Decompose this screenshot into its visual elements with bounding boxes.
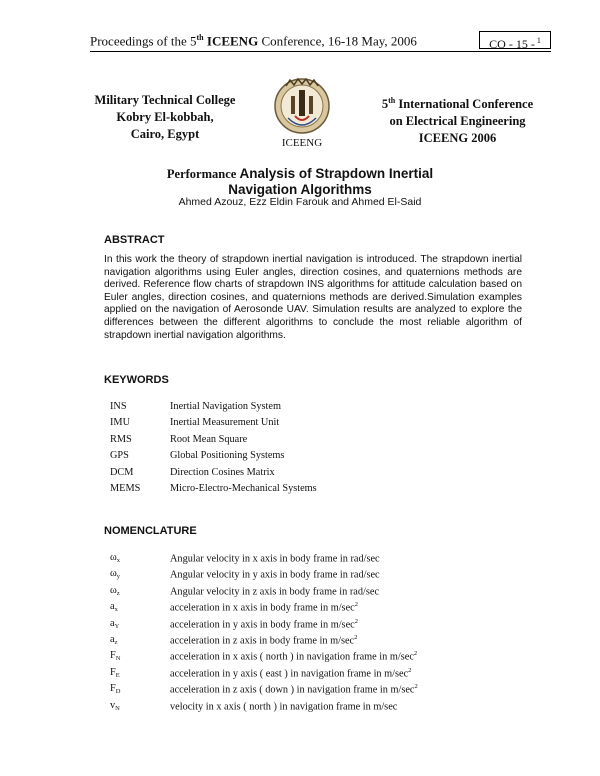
nomenclature-desc: Angular velocity in x axis in body frame in rad/sec <box>170 553 380 565</box>
institution-line: Military Technical College <box>94 93 236 107</box>
authors: Ahmed Azouz, Ezz Eldin Farouk and Ahmed El-Said <box>178 196 422 208</box>
title-serif-word: Performance <box>166 167 237 181</box>
nomenclature-symbol: FE <box>110 666 120 679</box>
nomenclature-symbol: az <box>110 633 118 646</box>
conf-number-sup: th <box>388 96 396 105</box>
keyword-abbr: DCM <box>110 466 134 478</box>
institution-line: ICEENG 2006 <box>418 131 497 146</box>
nomenclature-symbol: ωz <box>110 584 120 597</box>
proceedings-conf: ICEENG <box>206 33 259 49</box>
header-rule <box>90 51 551 52</box>
nomenclature-desc: acceleration in y axis in body frame in $m/\sec^2$ <box>170 617 358 630</box>
nomenclature-desc: acceleration in x axis in body frame in $m/\sec^2$ <box>170 601 358 614</box>
keyword-abbr: INS <box>110 401 127 412</box>
nomenclature-symbol: aY <box>110 617 120 630</box>
keyword-abbr: IMU <box>110 417 131 429</box>
keyword-meaning: Inertial Measurement Unit <box>170 417 280 429</box>
abstract-body: In this work the theory of strapdown inertial navigation is introduced. The strapdown inertial navigation algorithms using Euler angles, direction cosines, and quaternions methods are derived. Reference flow charts of strapdown INS algorithms for attitude calculation based on Euler angles, direction cosines, and quaternions methods are derived.Simulation examples applied on the navigation of Aerosonde UAV. Simulation results are analyzed to explore the differences between the different algorithms to conclude the most reliable algorithm of strapdown inertial navigation algorithms. <box>104 254 522 341</box>
institution-line: Kobry El-kobbah, <box>116 110 214 124</box>
proceedings-sup: th <box>196 33 204 42</box>
nomenclature-desc: Angular velocity in z axis in body frame in rad/sec <box>170 586 380 598</box>
paper-title <box>120 166 480 198</box>
keyword-meaning: Inertial Navigation System <box>170 401 281 412</box>
keyword-meaning: Micro-Electro-Mechanical Systems <box>170 482 317 494</box>
keyword-meaning: Global Positioning Systems <box>170 450 285 462</box>
proceedings-pre: Proceedings of the 5 <box>90 33 197 49</box>
keyword-abbr: MEMS <box>110 482 141 494</box>
nomenclature-desc: acceleration in x axis ( north ) in navigation frame in $m/\sec^2$ <box>170 650 418 663</box>
nomenclature-desc: velocity in x axis ( north ) in navigation frame in m/sec <box>170 700 398 712</box>
title-rest: Analysis of Strapdown Inertial <box>239 166 434 181</box>
keyword-meaning: Root Mean Square <box>170 433 248 445</box>
logo-label: ICEENG <box>281 137 323 149</box>
title-line2: Navigation Algorithms <box>228 182 372 197</box>
page-number: 1 <box>536 36 541 45</box>
proceedings-post: Conference, 16-18 May, 2006 <box>261 33 417 49</box>
nomenclature-desc: acceleration in y axis ( east ) in navigation frame in $m/\sec^2$ <box>170 666 412 680</box>
conf-number: 5 <box>381 97 389 112</box>
keyword-abbr: RMS <box>110 433 132 445</box>
nomenclature-desc: acceleration in z axis ( down ) in navigation frame in $m/\sec^2$ <box>170 683 418 696</box>
institution-line: on Electrical Engineering <box>389 114 526 129</box>
nomenclature-symbol: FN <box>110 650 121 663</box>
keyword-abbr: GPS <box>110 450 129 462</box>
nomenclature-symbol: vN <box>110 699 120 712</box>
keyword-meaning: Direction Cosines Matrix <box>170 466 275 478</box>
nomenclature-symbol: ωx <box>110 552 121 564</box>
iceeng-logo <box>271 76 333 156</box>
institution-line: Cairo, Egypt <box>130 127 200 141</box>
page-code: CO - 15 - <box>489 37 535 51</box>
nomenclature-symbol: ωy <box>110 568 121 581</box>
conf-title: International Conference <box>398 97 534 112</box>
nomenclature-heading: NOMENCLATURE <box>104 525 197 537</box>
nomenclature-desc: Angular velocity in y axis in body frame in rad/sec <box>170 569 380 581</box>
left-institution <box>90 92 240 143</box>
nomenclature-symbol: ax <box>110 601 118 614</box>
abstract-heading: ABSTRACT <box>104 234 165 246</box>
right-institution <box>375 92 540 147</box>
proceedings-header <box>90 33 417 49</box>
page-code-box <box>479 31 551 49</box>
nomenclature-desc: acceleration in z axis in body frame in $m/\sec^2$ <box>170 633 358 647</box>
keywords-heading: KEYWORDS <box>104 374 169 386</box>
institution-line <box>375 92 540 113</box>
nomenclature-symbol: FD <box>110 683 121 696</box>
